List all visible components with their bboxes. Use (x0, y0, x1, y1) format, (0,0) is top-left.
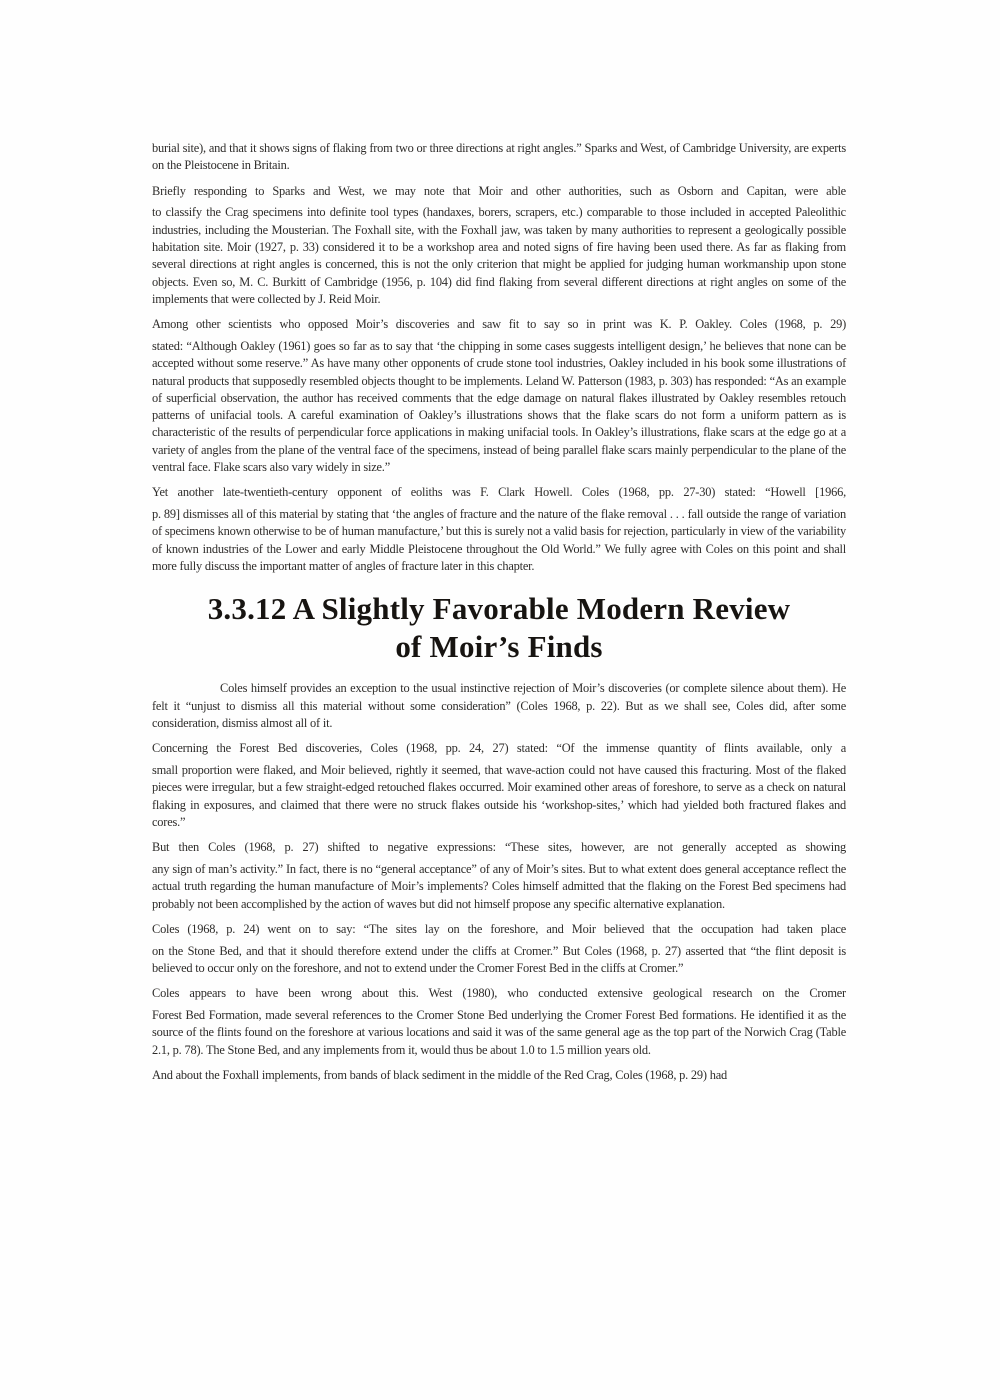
paragraph-lead-line: But then Coles (1968, p. 27) shifted to negative expressions: “These sites, however, are not generally accepted as showing (152, 840, 846, 855)
paragraph (152, 839, 846, 913)
paragraph (152, 316, 846, 476)
paragraph-text: p. 89] dismisses all of this material by stating that ‘the angles of fracture and the nature of the flake removal . . . fall outside the range of variation of specimens known otherwise to be of human manufacture,’ but this is surely not a valid basis for rejection, particularly in view of the variability of known industries of the Lower and early Middle Pleistocene throughout the Old World.” We fully agree with Coles on this point and shall more fully discuss the important matter of angles of fracture later in this chapter. (152, 507, 846, 574)
paragraph (152, 985, 846, 1059)
paragraph-lead-line: Briefly responding to Sparks and West, we may note that Moir and other authorities, such as Osborn and Capitan, were able (152, 183, 846, 198)
paragraph-text: small proportion were flaked, and Moir believed, rightly it seemed, that wave-action could not have caused this fracturing. Most of the flaked pieces were irregular, but a few straight-edged retouched flakes occurred. Moir examined other areas of foreshore, to serve as a check on natural flaking in exposures, and claimed that there were no struck flakes outside his ‘workshop-sites,’ which had yielded both fractured flakes and cores.” (152, 763, 846, 829)
paragraph (152, 921, 846, 977)
paragraph-text: Coles himself provides an exception to the usual instinctive rejection of Moir’s discoveries (or complete silence about them). He felt it “unjust to dismiss all this material without some consideration” (Coles 1968, p. 22). But as we shall see, Coles did, after some consideration, dismiss almost all of it. (152, 681, 846, 730)
paragraph (152, 140, 846, 175)
paragraph-text: to classify the Crag specimens into definite tool types (handaxes, borers, scrapers, etc.) comparable to those included in accepted Paleolithic industries, including the Mousterian. The Foxhall site, with the Foxhall jaw, was taken by many authorities to represent a geologically possible habitation site. Moir (1927, p. 33) considered it to be a workshop area and noted signs of fire having been used there. As far as flaking from several directions at right angles is concerned, this is not the only criterion that might be applied for judging human workmanship upon stone objects. Even so, M. C. Burkitt of Cambridge (1956, p. 104) did find flaking from several different directions at right angles on some of the implements that were collected by J. Reid Moir. (152, 205, 846, 306)
paragraph-text: on the Stone Bed, and that it should therefore extend under the cliffs at Cromer.” But Coles (1968, p. 27) asserted that “the flint deposit is believed to occur only on the foreshore, and not to extend under the Cromer Forest Bed in the cliffs at Cromer.” (152, 943, 846, 975)
paragraph-lead-line: Yet another late-twentieth-century opponent of eoliths was F. Clark Howell. Coles (1968, pp. 27-30) stated: “Howell [1966, (152, 485, 846, 500)
section-heading (152, 590, 846, 666)
paragraph-lead-line: Concerning the Forest Bed discoveries, Coles (1968, pp. 24, 27) stated: “Of the immense quantity of flints available, only a (152, 741, 846, 756)
section-heading-line1: 3.3.12 A Slightly Favorable Modern Review (207, 591, 791, 627)
paragraph-text: burial site), and that it shows signs of flaking from two or three directions at right angles.” Sparks and West, of Cambridge University, are experts on the Pleistocene in Britain. (152, 141, 846, 173)
paragraph-lead-line: Coles appears to have been wrong about this. West (1980), who conducted extensive geological research on the Cromer (152, 986, 846, 1001)
document-body (152, 140, 846, 1084)
paragraph (152, 680, 846, 732)
paragraph-text: stated: “Although Oakley (1961) goes so far as to say that ‘the chipping in some cases suggests intelligent design,’ he believes that none can be accepted without some reserve.” As have many other opponents of crude stone tool industries, Oakley included in his book some illustrations of natural products that supposedly resembled objects thought to be implements. Leland W. Patterson (1983, p. 303) has responded: “As an example of superficial observation, the author has received comments that the edge damage on natural flakes illustrated by Oakley resembles retouch patterns of unifacial tools. A careful examination of Oakley’s illustrations shows that the flake scars do not form a uniform pattern as is characteristic of the results of perpendicular force applications in making unifacial tools. In Oakley’s illustrations, flake scars at the edge go at a variety of angles from the plane of the ventral face of the specimens, instead of being parallel flake scars mainly perpendicular to the plane of the ventral face. Flake scars also vary widely in size.” (152, 338, 846, 475)
section-heading-line2: of Moir’s Finds (395, 629, 603, 665)
paragraph-lead-line: Coles (1968, p. 24) went on to say: “The sites lay on the foreshore, and Moir believed that the occupation had taken place (152, 921, 846, 936)
paragraph (152, 1067, 846, 1084)
paragraph-text: And about the Foxhall implements, from bands of black sediment in the middle of the Red Crag, Coles (1968, p. 29) had (152, 1067, 728, 1082)
paragraph (152, 183, 846, 309)
paragraph-lead-line: Among other scientists who opposed Moir’s discoveries and saw fit to say so in print was K. P. Oakley. Coles (1968, p. 29) (152, 317, 846, 332)
paragraph-text: any sign of man’s activity.” In fact, there is no “general acceptance” of any of Moir’s sites. But to what extent does general acceptance reflect the actual truth regarding the human manufacture of Moir’s implements? Coles himself admitted that the flaking on the Forest Bed specimens had probably not been accomplished by the action of waves but did not himself propose any specific alternative explanation. (152, 862, 846, 911)
paragraph-text: Forest Bed Formation, made several references to the Cromer Stone Bed underlying the Cromer Forest Bed formations. He identified it as the source of the flints found on the foreshore at various locations and said it was of the same general age as the top part of the Norwich Crag (Table 2.1, p. 78). The Stone Bed, and any implements from it, would thus be about 1.0 to 1.5 million years old. (152, 1008, 846, 1057)
paragraph (152, 740, 846, 831)
paragraph (152, 484, 846, 575)
